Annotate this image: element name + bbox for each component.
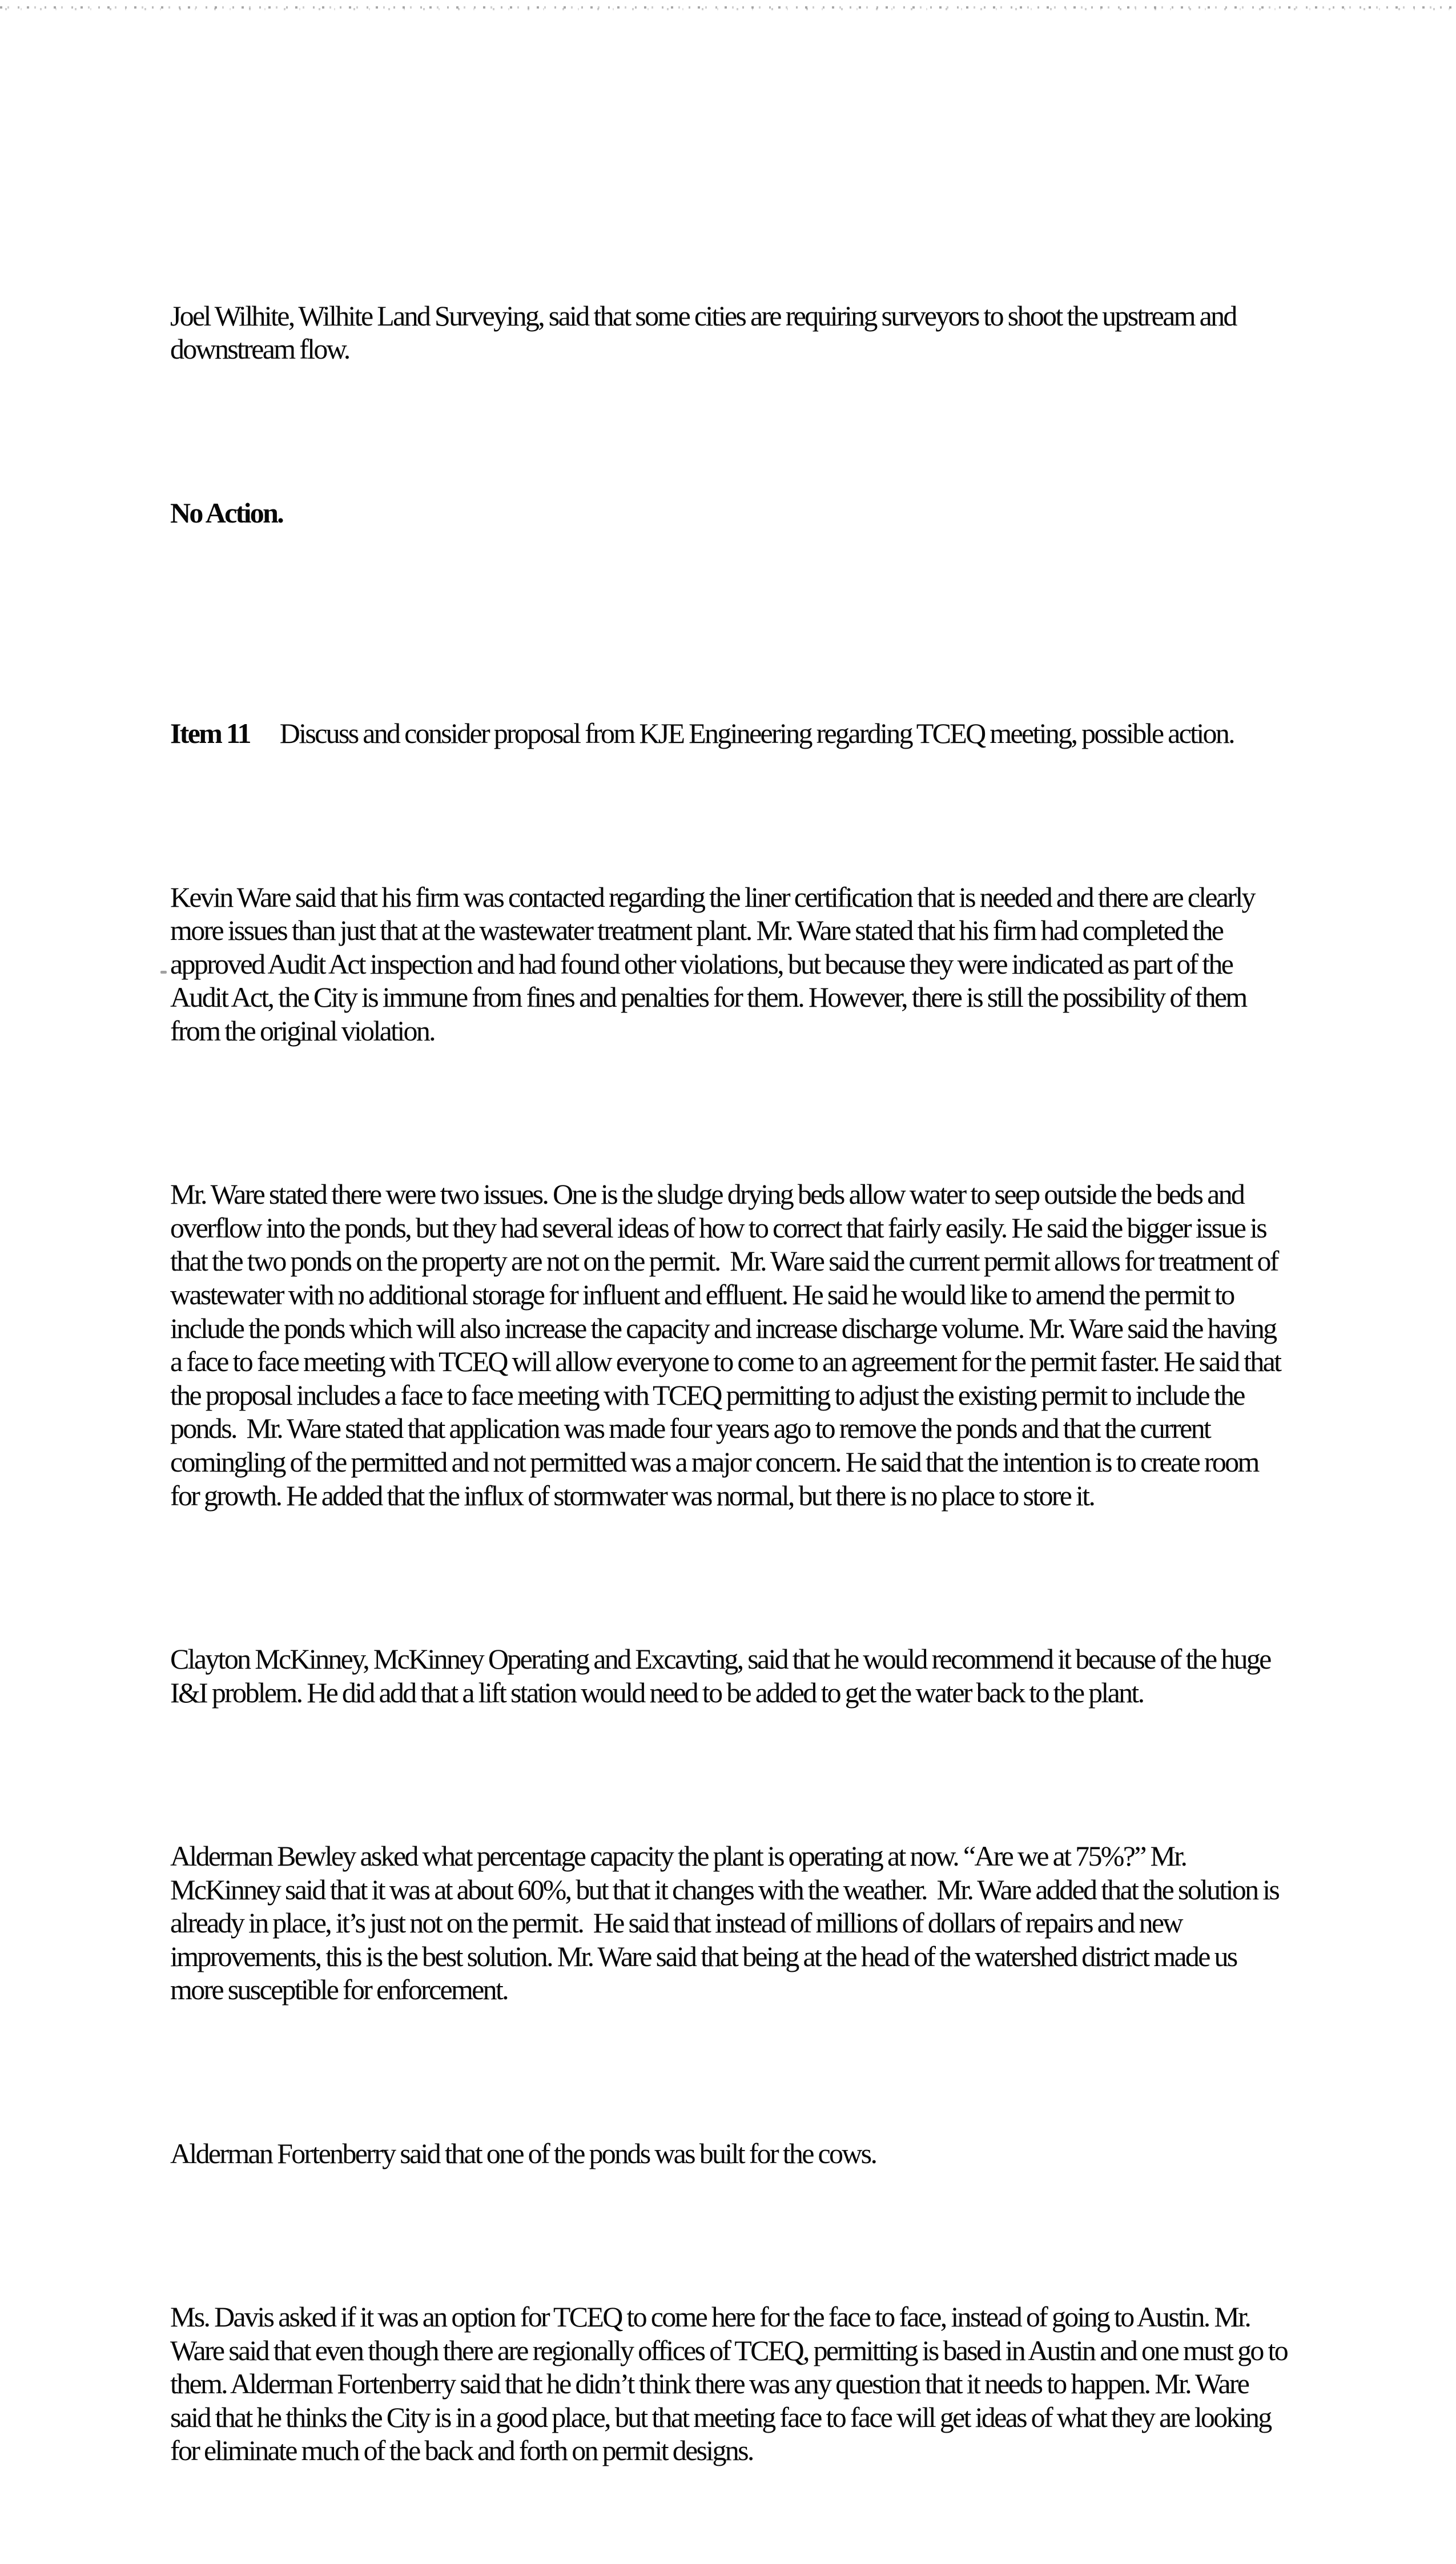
item-11-label: Item 11 bbox=[170, 717, 250, 750]
paragraph-kevin-ware-liner: Kevin Ware said that his firm was contacted regarding the liner certification that is needed and there are clearly more issues than just that at the wastewater treatment plant. Mr. Ware stated that his firm had completed the approved Audit Act inspection and had found other violations, but because they were indicated as part of the Audit Act, the City is immune from fines and penalties for them. However, there is still the possibility of them from the original violation. bbox=[170, 881, 1260, 1047]
item-11-description: Discuss and consider proposal from KJE Engineering regarding TCEQ meeting, possible action. bbox=[279, 717, 1234, 750]
paragraph-ware-two-issues: Mr. Ware stated there were two issues. One is the sludge drying beds allow water to seep outside the beds and overflow into the ponds, but they had several ideas of how to correct that fairly easily. He said the bigger issue is that the two ponds on the property are not on the permit. Mr. Ware said the current permit allows for treatment of wastewater with no additional storage for influent and effluent. He said he would like to amend the permit to include the ponds which will also increase the capacity and increase discharge volume. Mr. Ware said the having a face to face meeting with TCEQ will allow everyone to come to an agreement for the permit faster. He said that the proposal includes a face to face meeting with TCEQ permitting to adjust the existing permit to include the ponds. Mr. Ware stated that application was made four years ago to remove the ponds and that the current comingling of the permitted and not permitted was a major concern. He said that the intention is to create room for growth. He added that the influx of stormwater was normal, but there is no place to store it. bbox=[170, 1178, 1286, 1512]
paragraph-alderman-fortenberry-cows: Alderman Fortenberry said that one of the ponds was built for the cows. bbox=[170, 2137, 876, 2169]
scan-speck-artifact bbox=[160, 971, 167, 974]
paragraph-joel-wilhite: Joel Wilhite, Wilhite Land Surveying, said that some cities are requiring surveyors to shoot the upstream and downstream flow. bbox=[170, 299, 1241, 365]
scan-noise-line-secondary bbox=[0, 8, 1456, 10]
document-page-content bbox=[170, 199, 1290, 2564]
no-action-heading: No Action. bbox=[170, 496, 283, 529]
paragraph-alderman-bewley: Alderman Bewley asked what percentage capacity the plant is operating at now. “Are we at 75%?” Mr. McKinney said that it was at about 60%, but that it changes with the weather. Mr. Ware added that the solution is already in place, it’s just not on the permit. He said that instead of millions of dollars of repairs and new improvements, this is the best solution. Mr. Ware said that being at the head of the watershed district made us more susceptible for enforcement. bbox=[170, 1839, 1284, 2006]
paragraph-ms-davis-tceq: Ms. Davis asked if it was an option for TCEQ to come here for the face to face, instead of going to Austin. Mr. Ware said that even though there are regionally offices of TCEQ, permitting is based in Austin and one must go to them. Alderman Fortenberry said that he didn’t think there was any question that it needs to happen. Mr. Ware said that he thinks the City is in a good place, but that meeting face to face will get ideas of what they are looking for eliminate much of the back and forth on permit designs. bbox=[170, 2301, 1292, 2467]
paragraph-clayton-mckinney: Clayton McKinney, McKinney Operating and Excavting, said that he would recommend it because of the huge I&I problem. He did add that a lift station would need to be added to get the water back to the plant. bbox=[170, 1642, 1276, 1709]
item-11-paragraph bbox=[170, 717, 1290, 750]
